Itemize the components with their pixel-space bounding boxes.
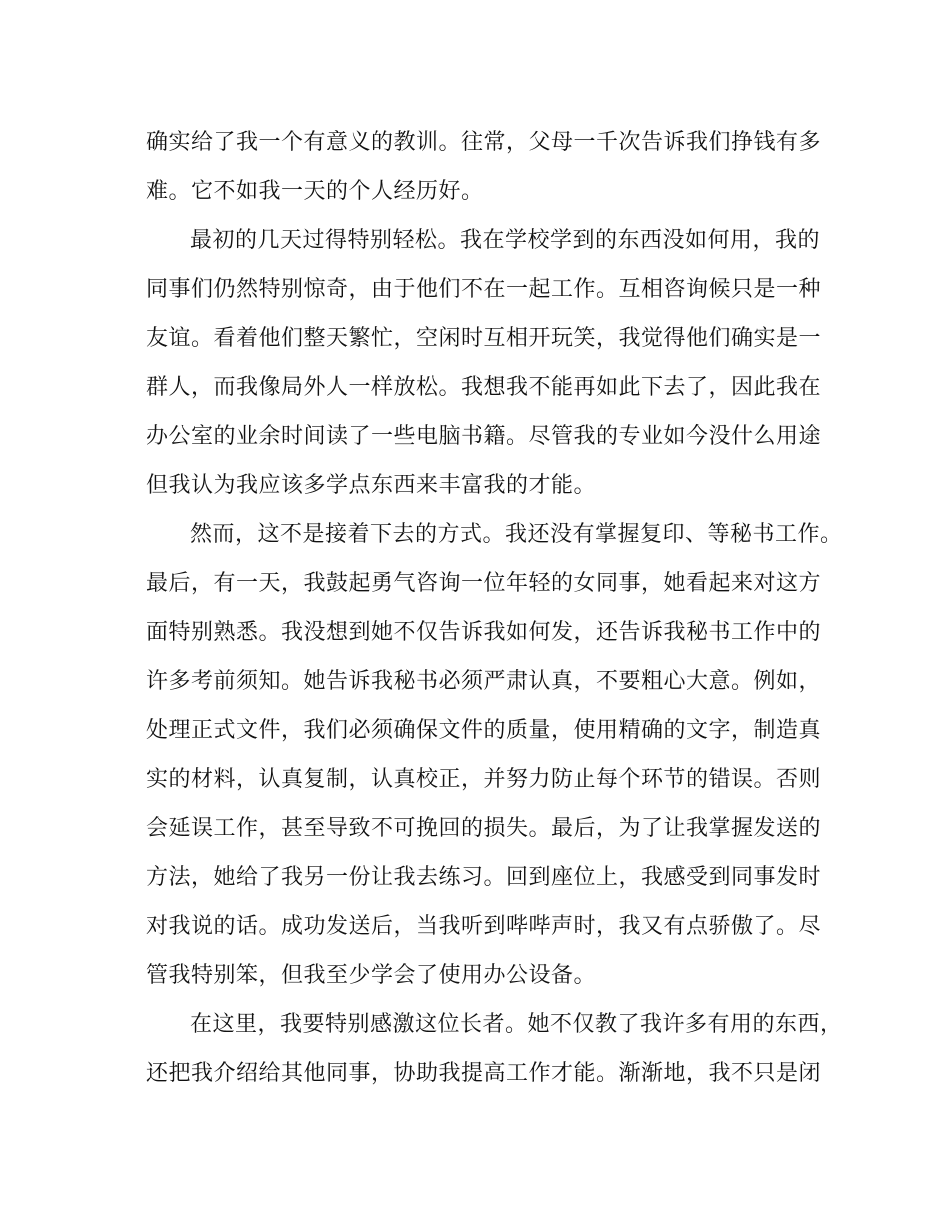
text-line: 处理正式文件，我们必须确保文件的质量，使用精确的文字，制造真 <box>146 718 822 743</box>
text-line: 难。它不如我一天的个人经历好。 <box>146 179 484 204</box>
paragraph-first-line: 然而，这不是接着下去的方式。我还没有掌握复印、等秘书工作。 <box>190 522 843 547</box>
text-line: 办公室的业余时间读了一些电脑书籍。尽管我的专业如今没什么用途 <box>146 424 822 449</box>
text-line: 最后，有一天，我鼓起勇气咨询一位年轻的女同事，她看起来对这方 <box>146 571 822 596</box>
paragraph-first-line: 最初的几天过得特别轻松。我在学校学到的东西没如何用，我的 <box>190 228 821 253</box>
text-line: 许多考前须知。她告诉我秘书必须严肃认真，不要粗心大意。例如， <box>146 669 822 694</box>
text-line: 同事们仍然特别惊奇，由于他们不在一起工作。互相咨询候只是一种 <box>146 277 822 302</box>
text-line: 方法，她给了我另一份让我去练习。回到座位上，我感受到同事发时 <box>146 865 822 890</box>
text-line: 面特别熟悉。我没想到她不仅告诉我如何发，还告诉我秘书工作中的 <box>146 620 822 645</box>
text-line: 实的材料，认真复制，认真校正，并努力防止每个环节的错误。否则 <box>146 767 822 792</box>
paragraph-first-line: 在这里，我要特别感激这位长者。她不仅教了我许多有用的东西， <box>190 1012 843 1037</box>
text-line: 还把我介绍给其他同事，协助我提高工作才能。渐渐地，我不只是闭 <box>146 1061 822 1086</box>
text-line: 确实给了我一个有意义的教训。往常，父母一千次告诉我们挣钱有多 <box>146 130 822 155</box>
text-line: 友谊。看着他们整天繁忙，空闲时互相开玩笑，我觉得他们确实是一 <box>146 326 822 351</box>
text-line: 管我特别笨，但我至少学会了使用办公设备。 <box>146 963 597 988</box>
text-line: 会延误工作，甚至导致不可挽回的损失。最后，为了让我掌握发送的 <box>146 816 822 841</box>
text-line: 群人，而我像局外人一样放松。我想我不能再如此下去了，因此我在 <box>146 375 822 400</box>
text-line: 对我说的话。成功发送后，当我听到哔哔声时，我又有点骄傲了。尽 <box>146 914 822 939</box>
text-line: 但我认为我应该多学点东西来丰富我的才能。 <box>146 473 597 498</box>
